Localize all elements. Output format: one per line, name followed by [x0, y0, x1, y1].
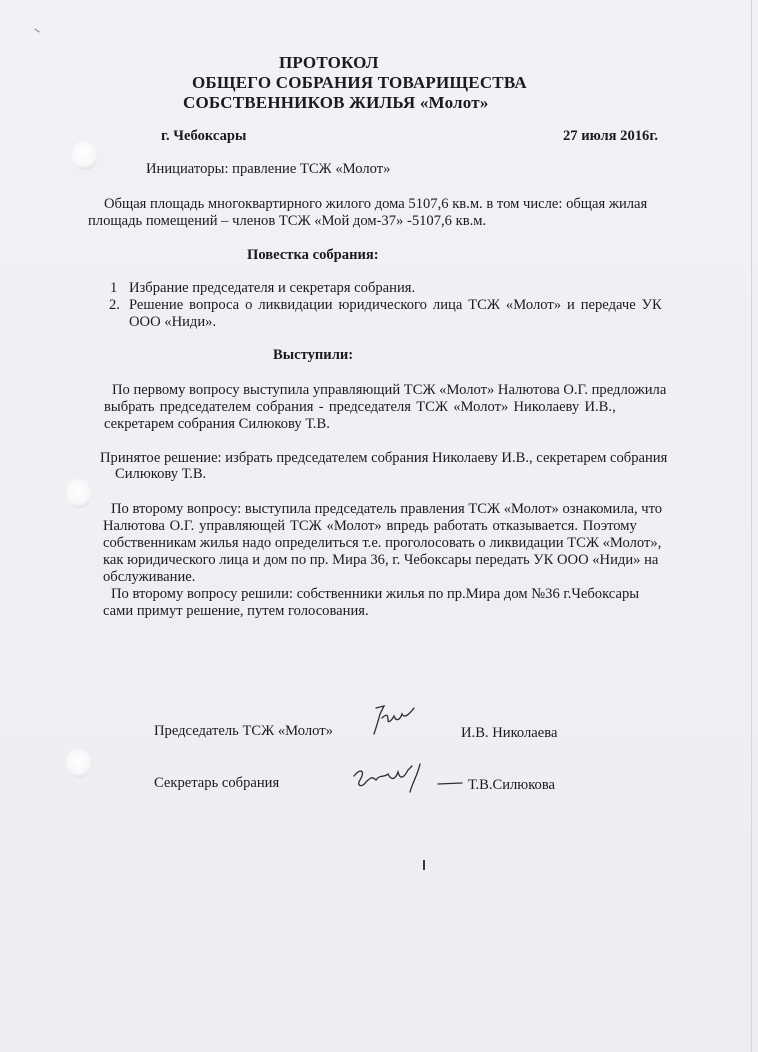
secretary-signature [350, 760, 470, 801]
speech-1-line-3: секретарем собрания Силюкову Т.В. [104, 416, 330, 432]
punch-hole-middle [66, 478, 92, 508]
title-line-1: ПРОТОКОЛ [279, 53, 379, 72]
speech-2-line-3: собственникам жилья надо определиться т.е. проголосовать о ликвидации ТСЖ «Молот», [103, 535, 662, 551]
punch-hole-bottom [66, 748, 92, 778]
speech-3-line-1: По второму вопросу решили: собственники жилья по пр.Мира дом №36 г.Чебоксары [111, 586, 640, 602]
speakers-heading: Выступили: [273, 347, 354, 363]
secretary-label: Секретарь собрания [154, 775, 280, 791]
speech-1-line-2: выбрать председателем собрания - председателя ТСЖ «Молот» Николаеву И.В., [104, 399, 616, 415]
decision-line-2: Силюкову Т.В. [115, 466, 207, 482]
title-line-3: СОБСТВЕННИКОВ ЖИЛЬЯ «Молот» [183, 93, 489, 112]
speech-1-line-1: По первому вопросу выступила управляющий ТСЖ «Молот» Налютова О.Г. предложила [112, 382, 667, 398]
speech-2-line-2: Налютова О.Г. управляющей ТСЖ «Молот» впредь работать отказывается. Поэтому [103, 518, 637, 534]
speech-3-line-2: сами примут решение, путем голосования. [103, 603, 369, 619]
chair-name: И.В. Николаева [461, 725, 558, 741]
speech-2-line-1: По второму вопросу: выступила председатель правления ТСЖ «Молот» ознакомила, что [111, 501, 663, 517]
agenda-item-1-text: Избрание председателя и секретаря собрания. [129, 280, 416, 296]
speech-2-line-5: обслуживание. [103, 569, 196, 585]
agenda-item-2-text-cont: ООО «Ниди». [129, 314, 217, 330]
ink-speck [34, 28, 39, 32]
chair-label: Председатель ТСЖ «Молот» [154, 723, 333, 739]
ink-speck [423, 860, 425, 870]
decision-line-1: Принятое решение: избрать председателем собрания Николаеву И.В., секретарем собрания [100, 450, 668, 466]
area-line-2: площадь помещений – членов ТСЖ «Мой дом-37» -5107,6 кв.м. [88, 213, 487, 229]
chair-signature [370, 702, 420, 743]
initiators: Инициаторы: правление ТСЖ «Молот» [146, 161, 391, 177]
secretary-name: Т.В.Силюкова [468, 777, 556, 793]
title-line-2: ОБЩЕГО СОБРАНИЯ ТОВАРИЩЕСТВА [192, 73, 527, 92]
page-edge [751, 0, 752, 1052]
city: г. Чебоксары [161, 128, 247, 144]
area-line-1: Общая площадь многоквартирного жилого дома 5107,6 кв.м. в том числе: общая жилая [104, 196, 648, 212]
agenda-item-1-number: 1 [110, 280, 118, 296]
agenda-heading: Повестка собрания: [247, 247, 379, 263]
agenda-item-2-number: 2. [109, 297, 120, 313]
punch-hole-top [72, 140, 98, 170]
speech-2-line-4: как юридического лица и дом по пр. Мира 36, г. Чебоксары передать УК ООО «Ниди» на [103, 552, 659, 568]
document-date: 27 июля 2016г. [563, 128, 658, 144]
agenda-item-2-text: Решение вопроса о ликвидации юридического лица ТСЖ «Молот» и передаче УК [129, 297, 662, 313]
